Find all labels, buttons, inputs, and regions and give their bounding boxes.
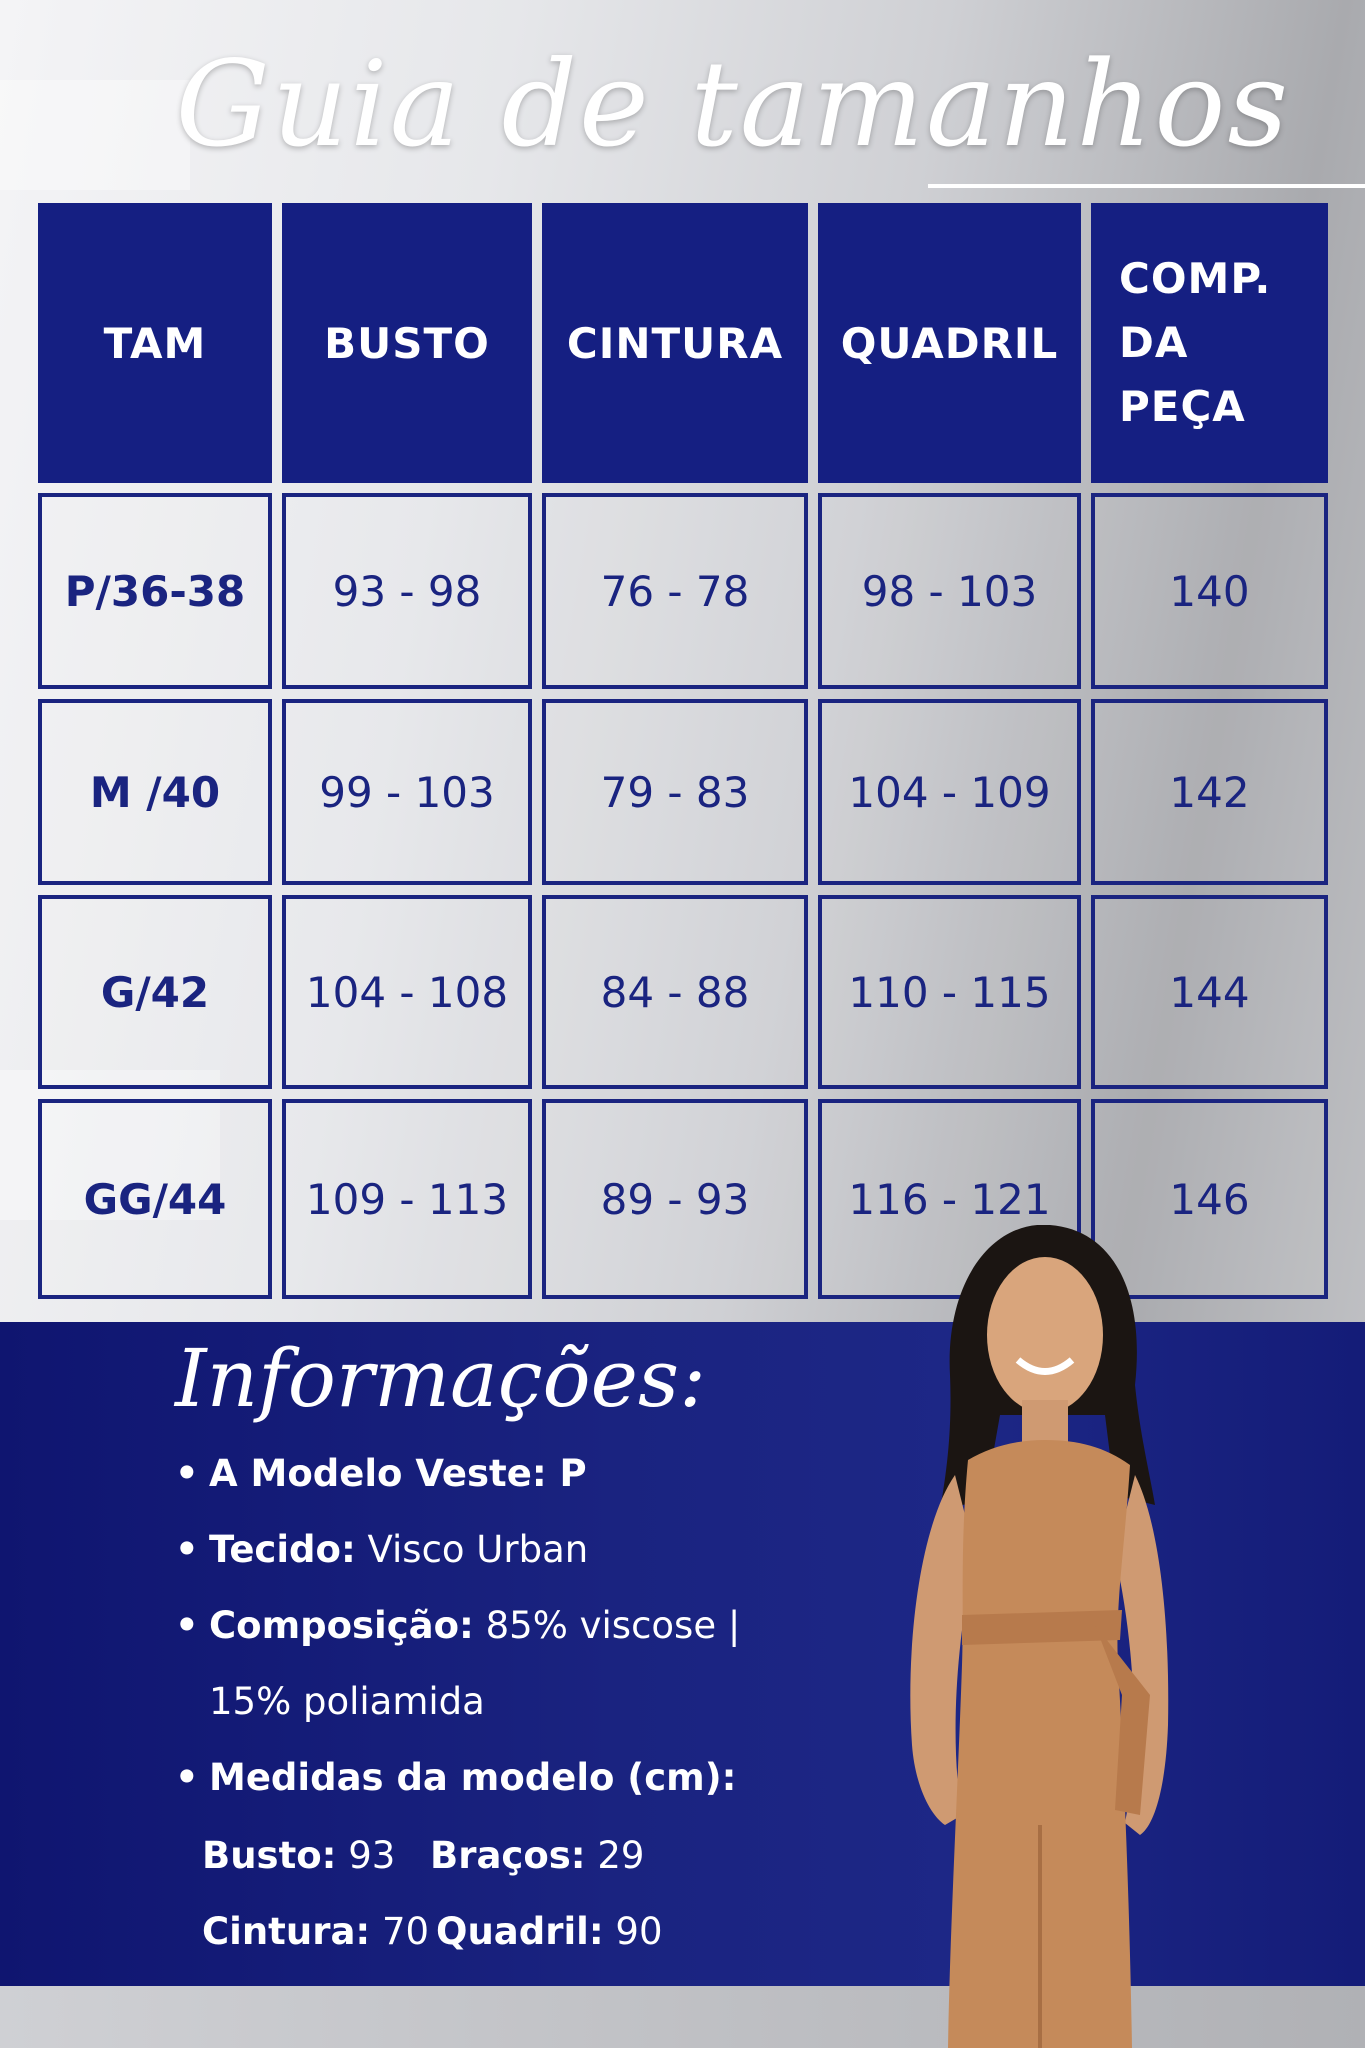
list-item (175, 1600, 740, 1676)
info-list (175, 1448, 740, 1828)
bullet-icon: • (175, 1452, 199, 1495)
measure-value: 90 (603, 1910, 663, 1953)
quadril-cell: 104 - 109 (818, 699, 1081, 885)
header-tam: TAM (38, 203, 272, 483)
item-label: Medidas da modelo (cm): (209, 1756, 737, 1799)
size-cell: GG/44 (38, 1099, 272, 1299)
list-item (175, 1448, 740, 1524)
title-underline (928, 184, 1365, 188)
measure-value: 93 (336, 1834, 396, 1877)
header-comp-line1: COMP. (1119, 254, 1272, 303)
size-cell: M /40 (38, 699, 272, 885)
page-title: Guia de tamanhos (175, 35, 1290, 173)
comp-cell: 146 (1091, 1099, 1328, 1299)
item-value: 85% viscose | (473, 1604, 741, 1647)
size-cell: P/36-38 (38, 493, 272, 689)
busto-cell: 109 - 113 (282, 1099, 532, 1299)
cintura-cell: 89 - 93 (542, 1099, 808, 1299)
measure-cintura (202, 1906, 429, 1958)
measure-label: Busto: (202, 1834, 337, 1877)
item-value: 15% poliamida (209, 1680, 485, 1723)
cintura-cell: 79 - 83 (542, 699, 808, 885)
item-label: Composição: (209, 1604, 474, 1647)
item-label: Tecido: (209, 1528, 356, 1571)
bullet-icon: • (175, 1604, 199, 1647)
busto-cell: 104 - 108 (282, 895, 532, 1089)
size-table (38, 203, 1328, 1303)
bullet-icon: • (175, 1756, 199, 1799)
cintura-cell: 76 - 78 (542, 493, 808, 689)
model-belt (962, 1610, 1122, 1645)
measure-value: 70 (370, 1910, 430, 1953)
measure-label: Cintura: (202, 1910, 371, 1953)
header-cintura: CINTURA (542, 203, 808, 483)
measure-label: Braços: (430, 1834, 586, 1877)
header-comp-da-peca (1091, 203, 1328, 483)
list-item-continuation (175, 1676, 740, 1752)
busto-cell: 93 - 98 (282, 493, 532, 689)
comp-cell: 142 (1091, 699, 1328, 885)
header-busto: BUSTO (282, 203, 532, 483)
list-item (175, 1752, 740, 1828)
measure-busto (202, 1830, 395, 1882)
busto-cell: 99 - 103 (282, 699, 532, 885)
measure-quadril (436, 1906, 663, 1958)
measure-bracos (430, 1830, 644, 1882)
header-comp-line2: DA (1119, 318, 1189, 367)
comp-cell: 140 (1091, 493, 1328, 689)
measure-label: Quadril: (436, 1910, 604, 1953)
header-comp-line3: PEÇA (1119, 382, 1246, 431)
item-value: Visco Urban (355, 1528, 589, 1571)
quadril-cell: 116 - 121 (818, 1099, 1081, 1299)
bullet-icon: • (175, 1528, 199, 1571)
quadril-cell: 110 - 115 (818, 895, 1081, 1089)
list-item (175, 1524, 740, 1600)
comp-cell: 144 (1091, 895, 1328, 1089)
quadril-cell: 98 - 103 (818, 493, 1081, 689)
header-quadril: QUADRIL (818, 203, 1081, 483)
model-face (987, 1257, 1103, 1413)
model-photo (850, 1225, 1210, 2048)
info-title: Informações: (175, 1332, 707, 1425)
background-shape (0, 80, 190, 190)
cintura-cell: 84 - 88 (542, 895, 808, 1089)
item-label: A Modelo Veste: P (209, 1452, 587, 1495)
measure-value: 29 (585, 1834, 645, 1877)
size-cell: G/42 (38, 895, 272, 1089)
